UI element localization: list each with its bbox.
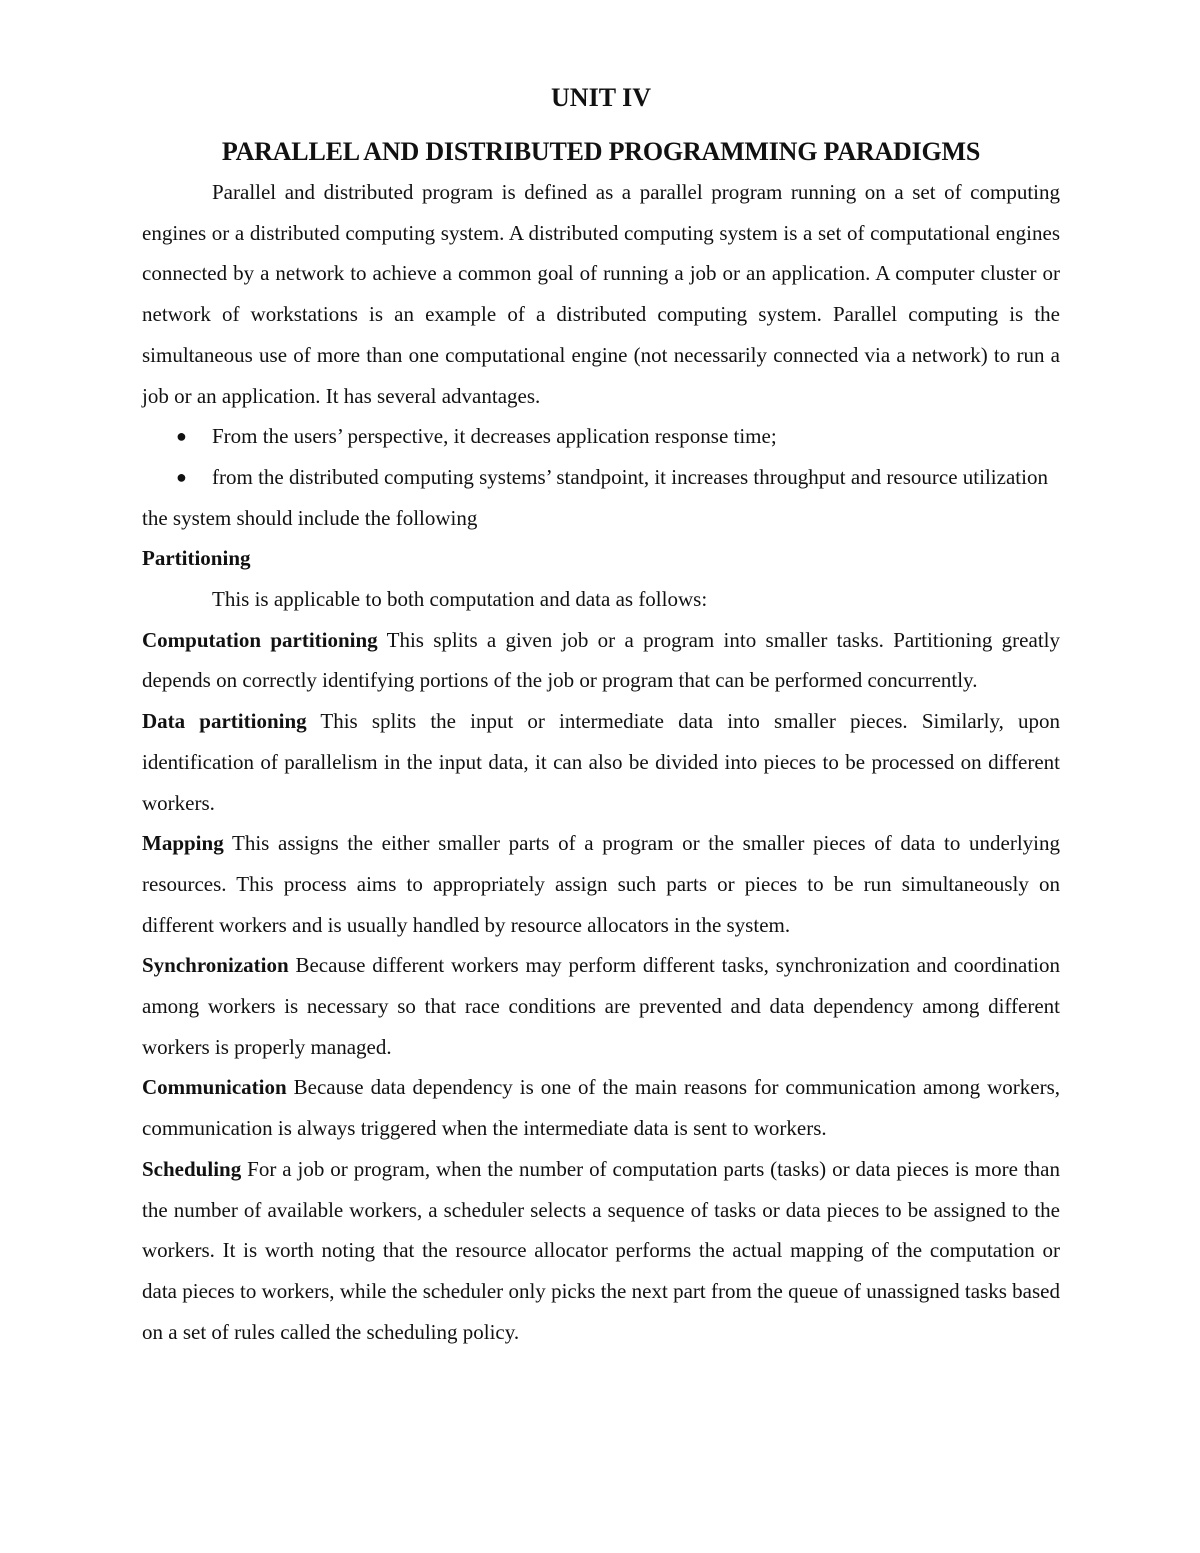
document-body — [142, 78, 1060, 1352]
section-text: This splits a given job or a program into smaller tasks. Partitioning greatly depends on correctly identifying portions of the job or program that can be performed concurrently. — [142, 627, 1060, 693]
section-mapping — [142, 823, 1060, 945]
lead-in-text: the system should include the following — [142, 505, 478, 530]
section-term: Scheduling — [142, 1156, 242, 1181]
section-computation-partitioning — [142, 620, 1060, 701]
partitioning-heading: Partitioning — [142, 546, 251, 571]
intro-paragraph: Parallel and distributed program is defined as a parallel program running on a set of computing engines or a distributed computing system. A distributed computing system is a set of computational engines connected by a network to achieve a common goal of running a job or an application. A computer cluster or network of workstations is an example of a distributed computing system. Parallel computing is the simultaneous use of more than one computational engine (not necessarily connected via a network) to run a job or an application. It has several advantages. — [142, 180, 1060, 408]
section-text: For a job or program, when the number of computation parts (tasks) or data pieces is more than the number of available workers, a scheduler selects a sequence of tasks or data pieces to be assigned to the workers. It is worth noting that the resource allocator performs the actual mapping of the computation or data pieces to workers, while the scheduler only picks the next part from the queue of unassigned tasks based on a set of rules called the scheduling policy. — [142, 1156, 1060, 1344]
section-text: Because different workers may perform different tasks, synchronization and coordination among workers is necessary so that race conditions are prevented and data dependency among different workers is properly managed. — [142, 953, 1060, 1059]
section-term: Synchronization — [142, 953, 289, 978]
advantages-list — [142, 416, 1060, 497]
list-item-text: From the users’ perspective, it decreases application response time; — [212, 424, 777, 449]
section-text: Because data dependency is one of the main reasons for communication among workers, communication is always triggered when the intermediate data is sent to workers. — [142, 1075, 1060, 1141]
section-text: This splits the input or intermediate data into smaller pieces. Similarly, upon identification of parallelism in the input data, it can also be divided into pieces to be processed on different workers. — [142, 709, 1060, 815]
unit-heading: UNIT IV — [551, 83, 651, 112]
section-term: Computation partitioning — [142, 627, 378, 652]
bullet-icon: ● — [176, 466, 187, 487]
section-term: Communication — [142, 1075, 287, 1100]
section-term: Mapping — [142, 831, 224, 856]
page-title: PARALLEL AND DISTRIBUTED PROGRAMMING PARADIGMS — [221, 137, 981, 166]
partitioning-intro: This is applicable to both computation and data as follows: — [212, 587, 708, 612]
section-communication — [142, 1067, 1060, 1148]
section-synchronization — [142, 945, 1060, 1067]
section-data-partitioning — [142, 701, 1060, 823]
section-scheduling — [142, 1149, 1060, 1353]
bullet-icon: ● — [176, 426, 187, 447]
list-item-text: from the distributed computing systems’ standpoint, it increases throughput and resource utilization — [212, 464, 1048, 489]
list-item — [142, 457, 1060, 498]
list-item — [142, 416, 1060, 457]
section-text: This assigns the either smaller parts of a program or the smaller pieces of data to underlying resources. This process aims to appropriately assign such parts or pieces to be run simultaneously on different workers and is usually handled by resource allocators in the system. — [142, 831, 1060, 937]
section-term: Data partitioning — [142, 709, 307, 734]
